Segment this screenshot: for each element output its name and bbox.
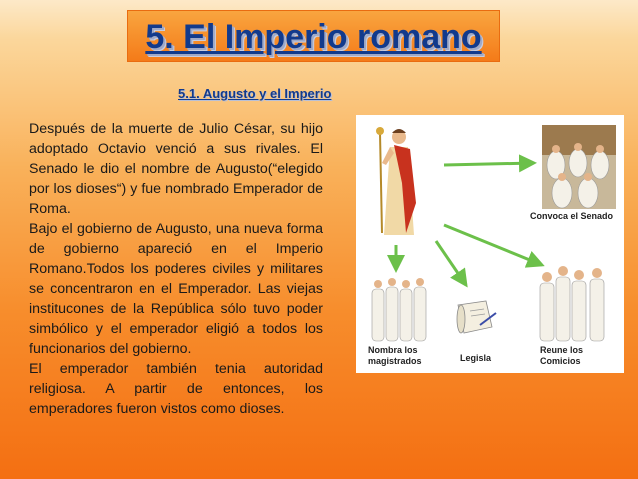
augustus-powers-diagram	[356, 115, 624, 373]
caption-senate: Convoca el Senado	[530, 211, 614, 221]
paragraph: Después de la muerte de Julio César, su hijo adoptado Octavio venció a sus rivales. El Senado le dio el nombre de Augusto(“elegido por los dioses“) y fue nombrado Emperador de Roma.	[29, 121, 323, 217]
title-box	[127, 10, 500, 62]
body-text	[29, 119, 323, 419]
paragraph: Bajo el gobierno de Augusto, una nueva forma de gobierno apareció en el Imperio Romano.Todos los poderes civiles y militares se concentraron en el Emperador. Las viejas institucones de la República sólo tuvo poder simbólico y el emperador eligió a todos los funcionarios del gobierno.	[29, 221, 323, 357]
paragraph: El emperador también tenia autoridad religiosa. A partir de entonces, los emperadores fueron vistos como dioses.	[29, 361, 323, 417]
caption-comitia: Reune los Comicios	[540, 345, 584, 366]
diagram-arrows	[356, 115, 624, 373]
caption-legislates: Legisla	[460, 353, 492, 363]
slide-title: 5. El Imperio romano	[145, 18, 482, 56]
caption-magistrates: Nombra los magistrados	[368, 345, 422, 366]
slide-subtitle: 5.1. Augusto y el Imperio	[178, 86, 332, 101]
